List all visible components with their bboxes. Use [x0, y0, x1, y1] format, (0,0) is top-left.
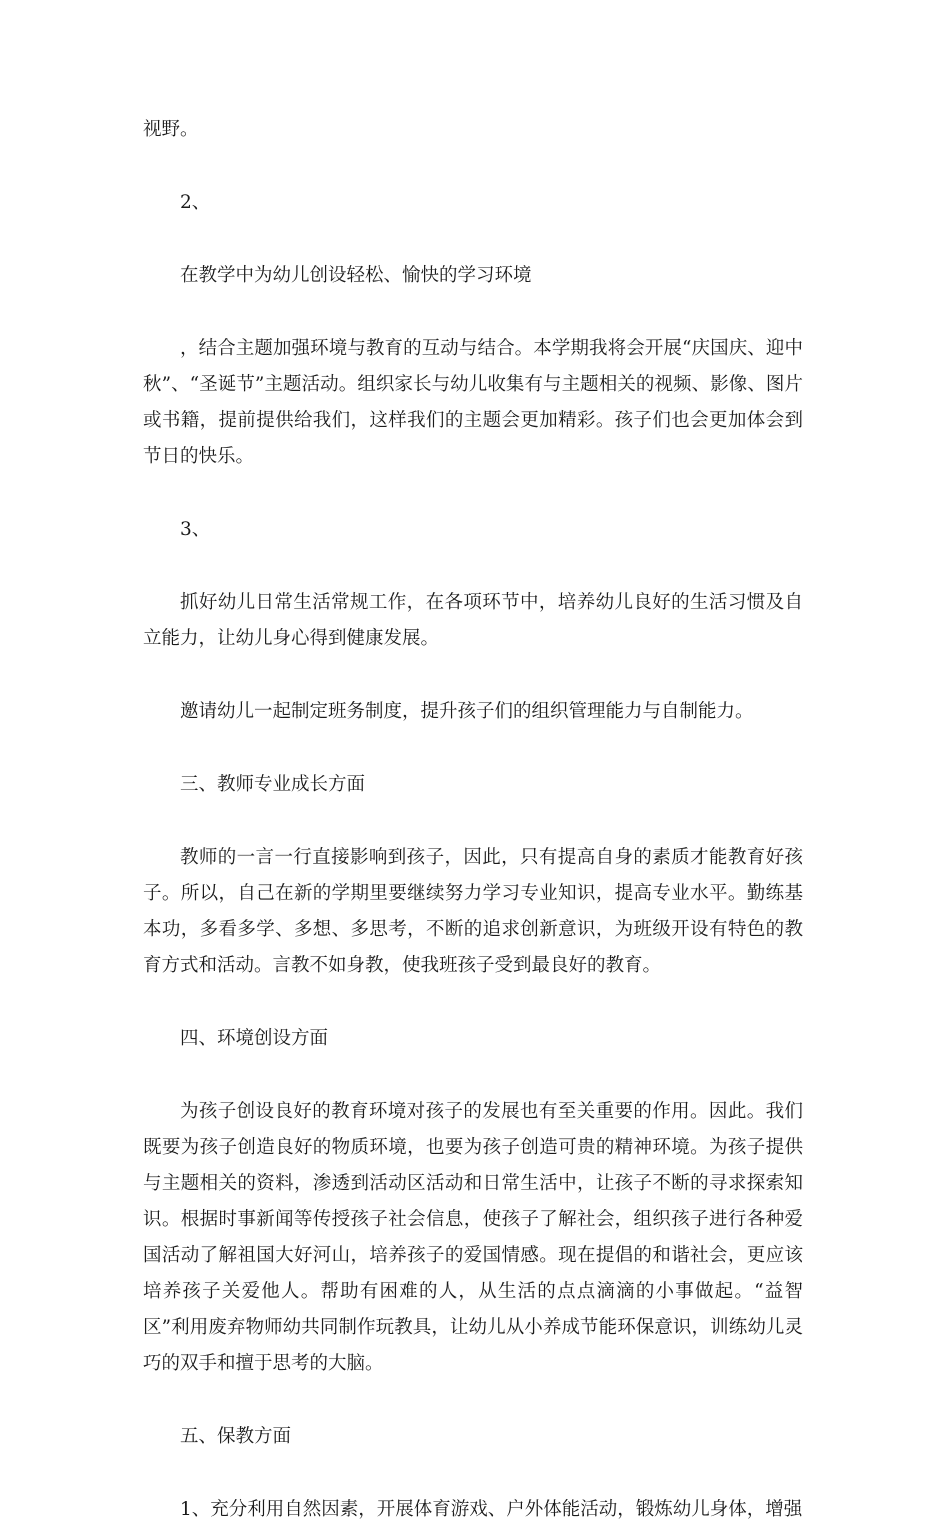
paragraph [143, 512, 803, 548]
text-line: 1、充分利用自然因素，开展体育游戏、户外体能活动，锻炼幼儿身体，增强 [180, 1499, 803, 1520]
paragraph [143, 112, 803, 148]
text-line: 节日的快乐。 [143, 446, 255, 467]
text-line: 识。根据时事新闻等传授孩子社会信息，使孩子了解社会，组织孩子进行各种爱 [143, 1209, 803, 1230]
paragraph-gap [143, 730, 803, 767]
paragraph-gap [143, 657, 803, 694]
paragraph [143, 694, 803, 730]
paragraph [143, 185, 803, 221]
text-line: 教师的一言一行直接影响到孩子，因此，只有提高自身的素质才能教育好孩 [180, 847, 803, 868]
text-line: 子。所以，自己在新的学期里要继续努力学习专业知识，提高专业水平。勤练基 [143, 883, 803, 904]
text-line: ，结合主题加强环境与教育的互动与结合。本学期我将会开展“庆国庆、迎中 [180, 338, 803, 359]
paragraph-gap [143, 148, 803, 185]
text-line: 与主题相关的资料，渗透到活动区活动和日常生活中，让孩子不断的寻求探索知 [143, 1173, 803, 1194]
paragraph-gap [143, 475, 803, 512]
text-line: 育方式和活动。言教不如身教，使我班孩子受到最良好的教育。 [143, 955, 662, 976]
paragraph [143, 331, 803, 475]
document-body [143, 112, 803, 1528]
text-line: 3、 [180, 519, 211, 540]
paragraph-gap [143, 1382, 803, 1419]
text-line: 巧的双手和擅于思考的大脑。 [143, 1353, 384, 1374]
text-line: 既要为孩子创造良好的物质环境，也要为孩子创造可贵的精神环境。为孩子提供 [143, 1137, 803, 1158]
paragraph [143, 1492, 803, 1528]
paragraph [143, 840, 803, 984]
paragraph-gap [143, 221, 803, 258]
text-line: 抓好幼儿日常生活常规工作，在各项环节中，培养幼儿良好的生活习惯及自 [180, 592, 803, 613]
paragraph [143, 1419, 803, 1455]
text-line: 三、教师专业成长方面 [180, 774, 366, 795]
text-line: 为孩子创设良好的教育环境对孩子的发展也有至关重要的作用。因此。我们 [180, 1101, 803, 1122]
paragraph-gap [143, 803, 803, 840]
text-line: 五、保教方面 [180, 1426, 292, 1447]
text-line: 本功，多看多学、多想、多思考，不断的追求创新意识，为班级开设有特色的教 [143, 919, 803, 940]
text-line: 邀请幼儿一起制定班务制度，提升孩子们的组织管理能力与自制能力。 [180, 701, 754, 722]
paragraph-gap [143, 984, 803, 1021]
paragraph-gap [143, 548, 803, 585]
paragraph [143, 1021, 803, 1057]
text-line: 2、 [180, 192, 211, 213]
text-line: 区”利用废弃物师幼共同制作玩教具，让幼儿从小养成节能环保意识，训练幼儿灵 [143, 1317, 803, 1338]
paragraph [143, 258, 803, 294]
paragraph [143, 767, 803, 803]
text-line: 国活动了解祖国大好河山，培养孩子的爱国情感。现在提倡的和谐社会，更应该 [143, 1245, 803, 1266]
paragraph [143, 1094, 803, 1382]
text-line: 培养孩子关爱他人。帮助有困难的人，从生活的点点滴滴的小事做起。“益智 [143, 1281, 803, 1302]
text-line: 在教学中为幼儿创设轻松、愉快的学习环境 [180, 265, 532, 286]
text-line: 四、环境创设方面 [180, 1028, 329, 1049]
paragraph-gap [143, 1057, 803, 1094]
text-line: 视野。 [143, 119, 199, 140]
text-line: 秋”、“圣诞节”主题活动。组织家长与幼儿收集有与主题相关的视频、影像、图片 [143, 374, 803, 395]
paragraph-gap [143, 1455, 803, 1492]
paragraph-gap [143, 294, 803, 331]
text-line: 立能力，让幼儿身心得到健康发展。 [143, 628, 440, 649]
paragraph [143, 585, 803, 657]
text-line: 或书籍，提前提供给我们，这样我们的主题会更加精彩。孩子们也会更加体会到 [143, 410, 803, 431]
